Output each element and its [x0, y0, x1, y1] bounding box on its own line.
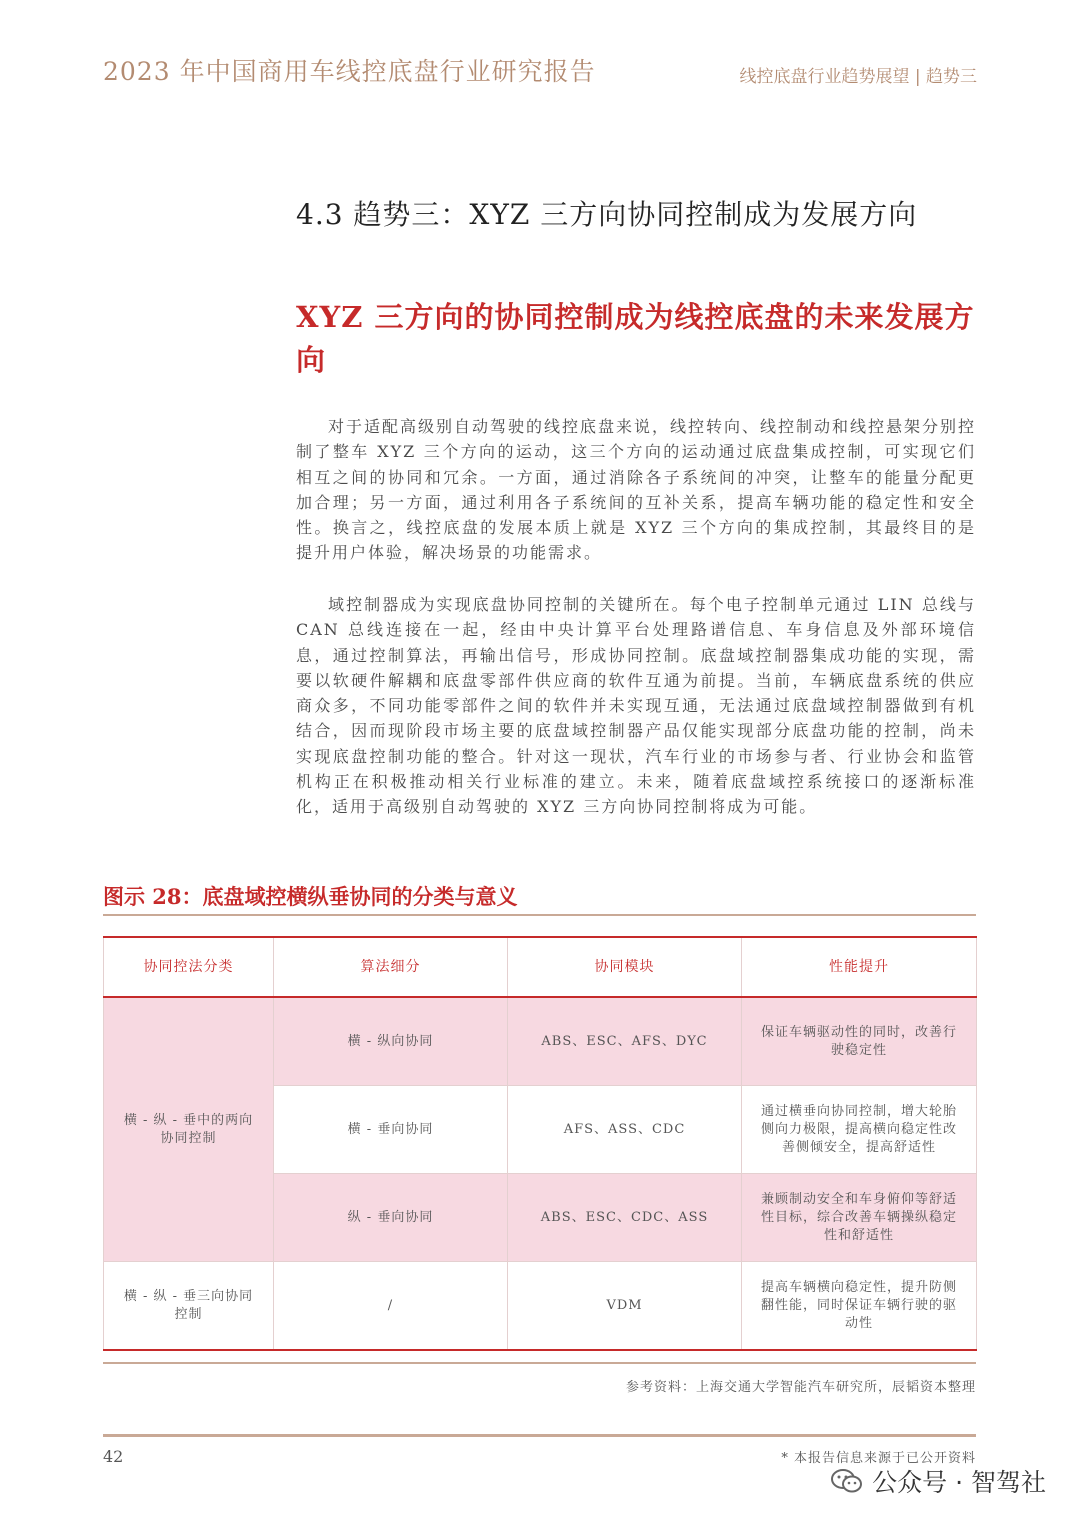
algorithm-cell: 横 - 纵向协同: [274, 997, 508, 1086]
paragraph-2: 域控制器成为实现底盘协同控制的关键所在。每个电子控制单元通过 LIN 总线与 CAN 总线连接在一起，经由中央计算平台处理路谱信息、车身信息及外部环境信息，通过控制算法，再输出信号，形成协同控制。底盘域控制器集成功能的实现，需要以软硬件解耦和底盘零部件供应商的软件互通为前提。当前，车辆底盘系统的供应商众多，不同功能零部件之间的软件并未实现互通，无法通过底盘域控制器做到有机结合，因而现阶段市场主要的底盘域控制器产品仅能实现部分底盘功能的控制，尚未实现底盘控制功能的整合。针对这一现状，汽车行业的市场参与者、行业协会和监管机构正在积极推动相关行业标准的建立。未来，随着底盘域控系统接口的逐渐标准化，适用于高级别自动驾驶的 XYZ 三方向协同控制将成为可能。: [296, 595, 976, 817]
figure-title: 图示 28：底盘域控横纵垂协同的分类与意义: [103, 884, 518, 909]
performance-cell: 保证车辆驱动性的同时，改善行驶稳定性: [742, 997, 977, 1086]
figure-divider: [103, 914, 976, 916]
table-header-row: [104, 937, 977, 997]
algorithm-cell: 纵 - 垂向协同: [274, 1174, 508, 1262]
wechat-icon: [830, 1467, 864, 1495]
module-cell: VDM: [508, 1262, 742, 1351]
source-note: 参考资料：上海交通大学智能汽车研究所，辰韬资本整理: [625, 1380, 976, 1395]
module-cell: ABS、ESC、CDC、ASS: [508, 1174, 742, 1262]
header-category: 协同控法分类: [104, 937, 274, 997]
table-row: [104, 997, 977, 1086]
headline: XYZ 三方向的协同控制成为线控底盘的未来发展方向: [296, 300, 975, 377]
category-cell: 横 - 纵 - 垂中的两向协同控制: [104, 997, 274, 1262]
table-divider: [103, 1362, 976, 1364]
page-number: 42: [103, 1447, 124, 1466]
performance-cell: 通过横垂向协同控制，增大轮胎侧向力极限，提高横向稳定性改善侧倾安全，提高舒适性: [742, 1086, 977, 1174]
algorithm-cell: /: [274, 1262, 508, 1351]
footer-note: * 本报告信息来源于已公开资料: [781, 1451, 976, 1466]
classification-table: [103, 936, 977, 1351]
paragraph-1: 对于适配高级别自动驾驶的线控底盘来说，线控转向、线控制动和线控悬架分别控制了整车 XYZ 三个方向的运动，这三个方向的运动通过底盘集成控制，可实现它们相互之间的协同和冗余。一方面，通过消除各子系统间的冲突，让整车的能量分配更加合理；另一方面，通过利用各子系统间的互补关系，提高车辆功能的稳定性和安全性。换言之，线控底盘的发展本质上就是 XYZ 三个方向的集成控制，其最终目的是提升用户体验，解决场景的功能需求。: [296, 417, 977, 563]
header-module: 协同模块: [508, 937, 742, 997]
performance-cell: 兼顾制动安全和车身俯仰等舒适性目标，综合改善车辆操纵稳定性和舒适性: [742, 1174, 977, 1262]
report-title: 2023 年中国商用车线控底盘行业研究报告: [103, 57, 596, 86]
algorithm-cell: 横 - 垂向协同: [274, 1086, 508, 1174]
header-algorithm: 算法细分: [274, 937, 508, 997]
performance-cell: 提高车辆横向稳定性，提升防侧翻性能，同时保证车辆行驶的驱动性: [742, 1262, 977, 1351]
table-row: [104, 1262, 977, 1351]
header-performance: 性能提升: [742, 937, 977, 997]
watermark: [830, 1463, 1046, 1499]
module-cell: ABS、ESC、AFS、DYC: [508, 997, 742, 1086]
footer-divider: [103, 1434, 976, 1437]
watermark-text: 公众号 · 智驾社: [872, 1468, 1046, 1497]
section-title: 4.3 趋势三：XYZ 三方向协同控制成为发展方向: [296, 198, 918, 231]
category-cell: 横 - 纵 - 垂三向协同控制: [104, 1262, 274, 1351]
module-cell: AFS、ASS、CDC: [508, 1086, 742, 1174]
section-breadcrumb: 线控底盘行业趋势展望 | 趋势三: [739, 67, 977, 87]
